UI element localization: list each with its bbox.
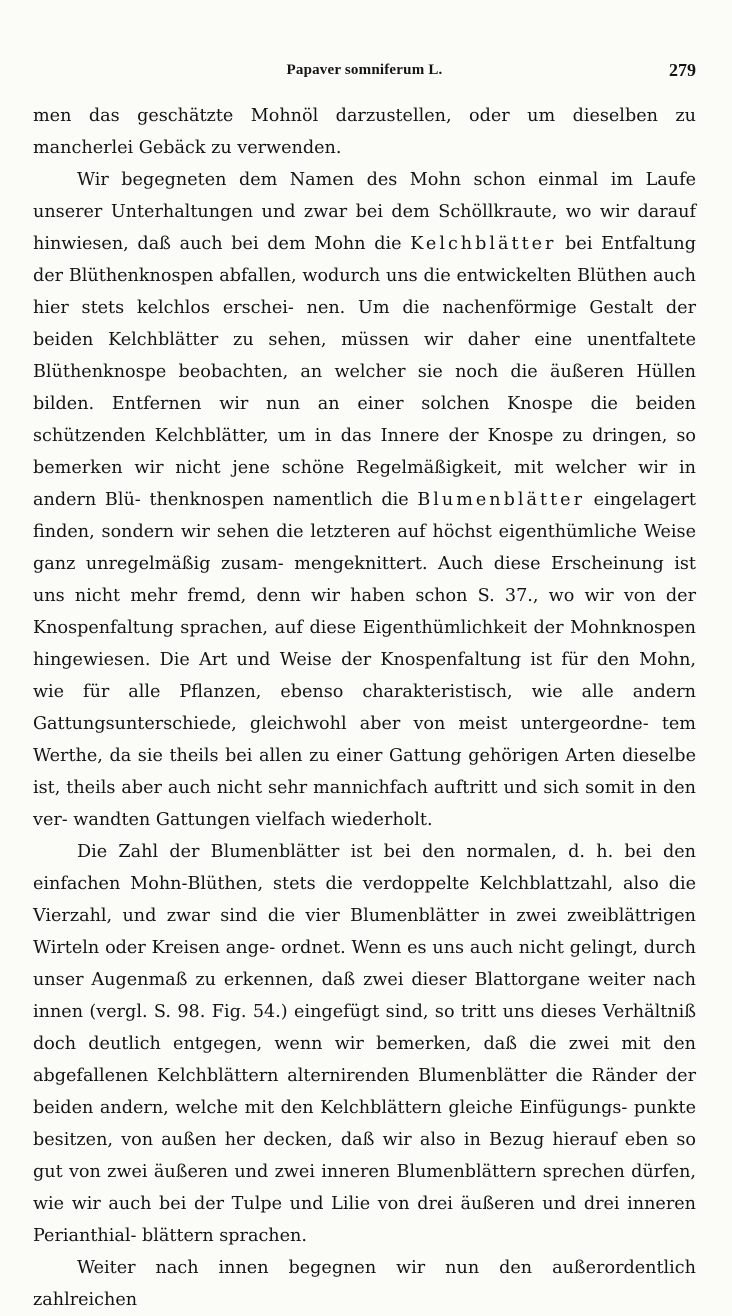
paragraph [33,164,696,836]
text-run: men das geschätzte Mohnöl darzustellen, oder um dieselben zu mancherlei Gebäck zu verwenden. [33,106,696,158]
page-header [33,58,696,88]
text-run: Wir begegneten dem Namen des Mohn schon einmal im Laufe unserer Unterhaltungen und zwar bei dem Schöllkraute, wo wir darauf hinwiesen, daß auch bei dem Mohn die [33,170,696,254]
paragraph [33,100,696,164]
page-number: 279 [669,60,696,80]
text-run: eingelagert finden, sondern wir sehen die letzteren auf höchst eigenthümliche Weise ganz unregelmäßig zusam- mengeknittert. Auch diese Erscheinung ist uns nicht mehr fremd, denn wir haben schon S. 37., wo wir von der Knospenfaltung sprachen, auf diese Eigenthümlichkeit der Mohnknospen hingewiesen. Die Art und Weise der Knospenfaltung ist für den Mohn, wie für alle Pflanzen, ebenso charakteristisch, wie alle andern Gattungsunterschiede, gleichwohl aber von meist untergeordne- tem Werthe, da sie theils bei allen zu einer Gattung gehörigen Arten dieselbe ist, theils aber auch nicht sehr mannichfach auftritt und sich somit in den ver- wandten Gattungen vielfach wiederholt. [33,490,696,830]
text-run: Weiter nach innen begegnen wir nun den außerordentlich zahlreichen [33,1258,696,1310]
text-run: bei Entfaltung der Blüthenknospen abfallen, wodurch uns die entwickelten Blüthen auch hier stets kelchlos erschei- nen. Um die nachenförmige Gestalt der beiden Kelchblätter zu sehen, müssen wir daher eine unentfaltete Blüthenknospe beobachten, an welcher sie noch die äußeren Hüllen bilden. Entfernen wir nun an einer solchen Knospe die beiden schützenden Kelchblätter, um in das Innere der Knospe zu dringen, so bemerken wir nicht jene schöne Regelmäßigkeit, mit welcher wir in andern Blü- thenknospen namentlich die [33,234,697,510]
running-title: Papaver somniferum L. [286,62,443,78]
emphasized-term: Kelchblätter [410,234,557,254]
paragraph [33,1252,696,1316]
emphasized-term: Blumenblätter [417,490,585,510]
text-run: Die Zahl der Blumenblätter ist bei den normalen, d. h. bei den einfachen Mohn-Blüthen, stets die verdoppelte Kelchblattzahl, also die Vierzahl, und zwar sind die vier Blumenblätter in zwei zweiblättrigen Wirteln oder Kreisen ange- ordnet. Wenn es uns auch nicht gelingt, durch unser Augenmaß zu erkennen, daß zwei dieser Blattorgane weiter nach innen (vergl. S. 98. Fig. 54.) eingefügt sind, so tritt uns dieses Verhältniß doch deutlich entgegen, wenn wir bemerken, daß die zwei mit den abgefallenen Kelchblättern alternirenden Blumenblätter die Ränder der beiden andern, welche mit den Kelchblättern gleiche Einfügungs- punkte besitzen, von außen her decken, daß wir also in Bezug hierauf eben so gut von zwei äußeren und zwei inneren Blumenblättern sprechen dürfen, wie wir auch bei der Tulpe und Lilie von drei äußeren und drei inneren Perianthial- blättern sprachen. [33,842,696,1246]
page-body-text [33,100,696,1316]
paragraph [33,836,696,1252]
